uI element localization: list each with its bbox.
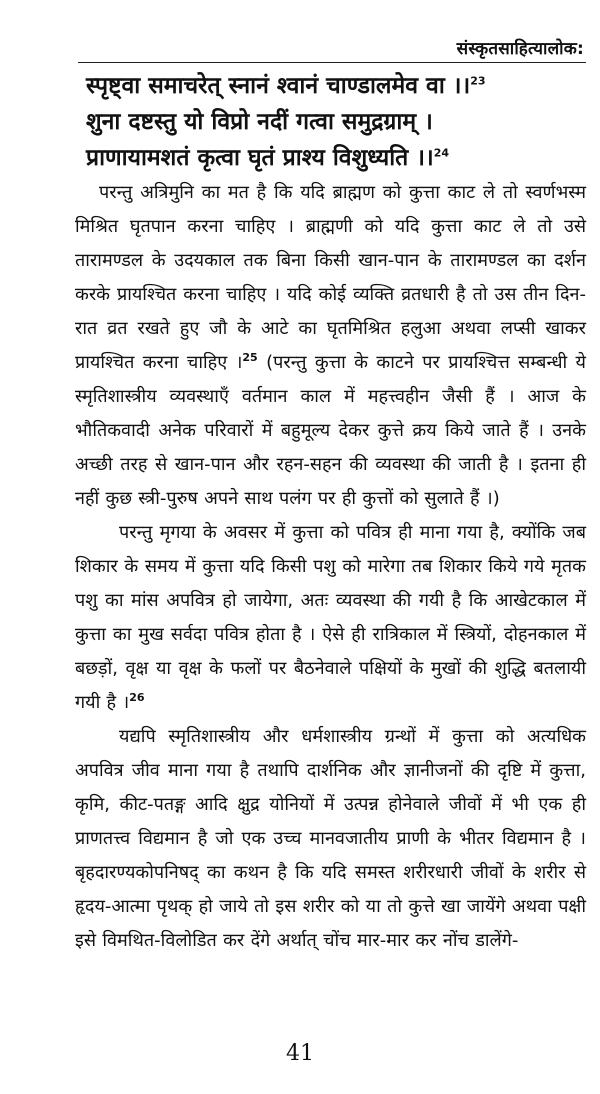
- page-number: 41: [286, 1041, 314, 1066]
- header-rule: [78, 62, 586, 63]
- paragraph-1: [75, 176, 586, 516]
- footnote-ref: 24: [433, 146, 450, 160]
- verse-line-1: [86, 68, 586, 104]
- verse-text: प्राणायामशतं कृत्वा घृतं प्राश्य विशुध्यति ।।: [86, 145, 434, 171]
- body-text: [75, 176, 586, 958]
- running-header: संस्कृतसाहित्यालोक:: [456, 39, 584, 59]
- verse-block: [86, 68, 586, 176]
- verse-text: स्पृष्ट्वा समाचरेत् स्नानं श्वानं चाण्डालमेव वा ।।: [86, 73, 471, 99]
- paragraph-text: यद्यपि स्मृतिशास्त्रीय और धर्मशास्त्रीय ग्रन्थों में कुत्ता को अत्यधिक अपवित्र जीव माना गया है तथापि दार्शनिक और ज्ञानीजनों की दृष्टि में कुत्ता, कृमि, कीट-पतङ्ग आदि क्षुद्र योनियों में उत्पन्न होनेवाले जीवों में भी एक ही प्राणतत्त्व विद्यमान है जो एक उच्च मानवजातीय प्राणी के भीतर विद्यमान है । बृहदारण्यकोपनिषद् का कथन है कि यदि समस्त शरीरधारी जीवों के शरीर से हृदय-आत्मा पृथक् हो जाये तो इस शरीर को या तो कुत्ते खा जायेंगे अथवा पक्षी इसे विमथित-विलोडित कर देंगे अर्थात् चोंच मार-मार कर नोंच डालेंगे-: [75, 726, 586, 951]
- paragraph-aside: (परन्तु कुत्ता के काटने पर प्रायश्चित्त सम्बन्धी ये स्मृतिशास्त्रीय व्यवस्थाएँ वर्तमान काल में महत्त्वहीन जैसी हैं । आज के भौतिकवादी अनेक परिवारों में बहुमूल्य देकर कुत्ते क्रय किये जाते हैं । उनके अच्छी तरह से खान-पान और रहन-सहन की व्यवस्था की जाती है । इतना ही नहीं कुछ स्त्री-पुरुष अपने साथ पलंग पर ही कुत्तों को सुलाते हैं ।): [75, 352, 586, 509]
- verse-line-2: [86, 104, 586, 140]
- verse-line-3: [86, 140, 586, 176]
- paragraph-text: परन्तु मृगया के अवसर में कुत्ता को पवित्र ही माना गया है, क्योंकि जब शिकार के समय में कुत्ता यदि किसी पशु को मारेगा तब शिकार किये गये मृतक पशु का मांस अपवित्र हो जायेगा, अतः व्यवस्था की गयी है कि आखेटकाल में कुत्ता का मुख सर्वदा पवित्र होता है । ऐसे ही रात्रिकाल में स्त्रियों, दोहनकाल में बछड़ों, वृक्ष या वृक्ष के फलों पर बैठनेवाले पक्षियों के मुखों की शुद्धि बतलायी गयी है ।: [75, 522, 586, 713]
- verse-text: शुना दष्टस्तु यो विप्रो नदीं गत्वा समुद्रग्राम् ।: [86, 109, 433, 135]
- footnote-ref: 23: [470, 74, 486, 88]
- paragraph-text: परन्तु अत्रिमुनि का मत है कि यदि ब्राह्मण को कुत्ता काट ले तो स्वर्णभस्म मिश्रित घृतपान करना चाहिए । ब्राह्मणी को यदि कुत्ता काट ले तो उसे तारामण्डल के उदयकाल तक बिना किसी खान-पान के तारामण्डल का दर्शन करके प्रायश्चित करना चाहिए । यदि कोई व्यक्ति व्रतधारी है तो उस तीन दिन-रात व्रत रखते हुए जौ के आटे का घृतमिश्रित हलुआ अथवा लप्सी खाकर प्रायश्चित करना चाहिए ।: [75, 182, 586, 373]
- paragraph-2: [75, 516, 586, 720]
- footnote-ref: 26: [129, 691, 145, 704]
- footnote-ref: 25: [242, 351, 258, 364]
- paragraph-3: [75, 720, 586, 958]
